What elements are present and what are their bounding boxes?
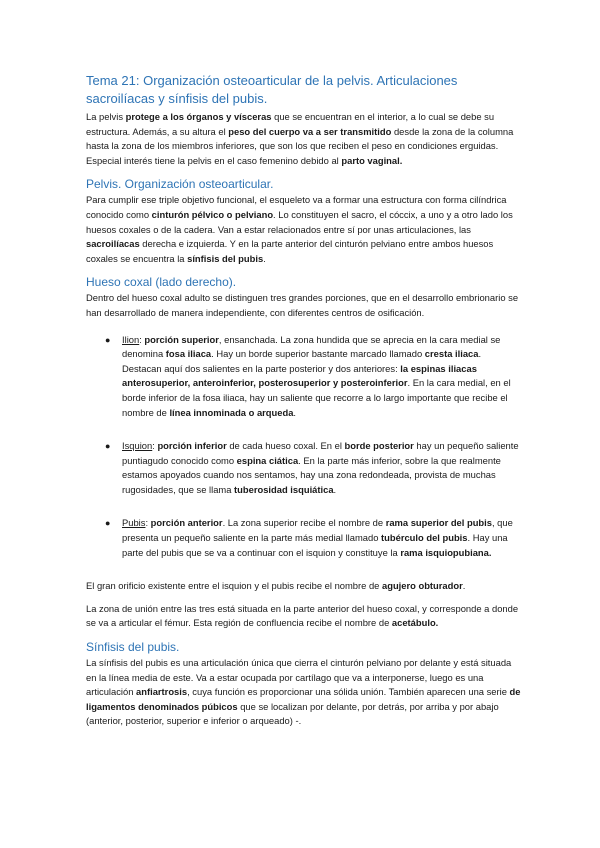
bold-term: línea innominada o arqueda — [169, 406, 294, 418]
hueso-coxal-paragraph: Dentro del hueso coxal adulto se distinguen tres grandes porciones, que en el desarrollo embrionario se han desarrollado de manera independiente, con diferentes centros de osificación. — [86, 292, 519, 318]
bold-term: rama isquiopubiana. — [400, 546, 492, 558]
bullet-icon: ● — [105, 518, 111, 529]
text-run: Para cumplir ese triple objetivo funcional, el esqueleto va a formar una estructura con forma cilíndrica conocido como — [86, 194, 507, 220]
text-run: de cada hueso coxal. En el — [226, 440, 345, 452]
bold-term: cresta iliaca — [424, 348, 479, 360]
bold-term: agujero obturador — [382, 580, 463, 592]
list-item-text — [122, 334, 511, 418]
agujero-obturador-paragraph — [86, 579, 522, 594]
pelvis-paragraph — [86, 193, 522, 266]
bold-term: de ligamentos denominados púbicos — [86, 686, 521, 712]
text-run: . — [263, 252, 266, 264]
text-run: El gran orificio existente entre el isquion y el pubis recibe el nombre de — [86, 580, 382, 592]
list-item-isquion — [105, 439, 522, 497]
text-run: La sínfisis del pubis es una articulación única que cierra el cinturón pelviano por delante y está situada en la línea media de este. Va a estar ocupada por cartílago que va a interponerse, luego es una articulación — [86, 657, 512, 698]
text-run: . Destacan aquí dos salientes en la parte posterior y dos anteriores: — [122, 348, 482, 374]
text-run: . En la parte más inferior, sobre la que realmente estamos apoyados cuando nos sentamos, hay una zona redondeada, provista de muchas rugosidades, que se llama — [122, 454, 501, 495]
bold-term: espina ciática — [236, 454, 299, 466]
text-run: desde la zona de la columna hasta la zona de los miembros inferiores, que son los que reciben el peso en condiciones erguidas. Especial interés tiene la pelvis en el caso femenino debido al — [86, 125, 514, 166]
text-run: La zona de unión entre las tres está situada en la parte anterior del hueso coxal, y corresponde a donde se va a articular el fémur. Esta región de confluencia recibe el nombre de — [86, 602, 519, 629]
bold-term: tubérculo del pubis — [381, 532, 468, 544]
text-run: . — [462, 580, 466, 592]
bold-term: la espinas iliacas anterosuperior, anteroinferior, posterosuperior y posteroinferior — [122, 362, 477, 389]
bullet-icon: ● — [105, 334, 111, 345]
text-run: hay un pequeño saliente puntiagudo conocido como — [122, 440, 519, 466]
bold-term: sínfisis del pubis — [187, 252, 264, 264]
list-item-text — [122, 440, 519, 495]
sinfisis-paragraph — [86, 656, 522, 729]
intro-paragraph — [86, 110, 522, 168]
bold-term: porción anterior — [150, 517, 223, 529]
bold-term: cinturón pélvico o pelviano — [151, 208, 274, 220]
document-title: Tema 21: Organización osteoarticular de la pelvis. Articulaciones sacroilíacas y sínfisis del pubis. — [86, 73, 458, 106]
underlined-term: Isquion — [122, 440, 153, 452]
section-heading-sinfisis: Sínfisis del pubis. — [86, 640, 180, 655]
text-run: . Hay una parte del pubis que se va a continuar con el isquion y constituye la — [122, 532, 508, 558]
bold-term: sacroilíacas — [86, 238, 140, 250]
bold-term: fosa iliaca — [165, 348, 212, 360]
list-item-pubis — [105, 516, 522, 560]
bold-term: borde posterior — [344, 440, 414, 452]
text-run: , cuya función es proporcionar una sólida unión. También aparecen una serie — [187, 686, 510, 698]
list-item-text — [122, 517, 513, 557]
underlined-term: Ilion — [122, 333, 140, 345]
bold-term: porción inferior — [157, 440, 227, 452]
text-run: derecha e izquierda. Y en la parte anterior del cinturón pelviano entre ambos huesos coxales se encuentra la — [86, 238, 494, 264]
underlined-term: Pubis — [122, 517, 146, 529]
bold-term: acetábulo. — [391, 617, 439, 629]
bold-term: porción superior — [144, 333, 219, 345]
text-run: : — [145, 517, 151, 529]
text-run: que se localizan por delante, por detrás, por arriba y por abajo (anterior, posterior, superior e inferior o arqueado) -. — [86, 700, 499, 727]
text-run: que se encuentran en el interior, a lo cual se debe su estructura. Además, a su altura el — [86, 111, 495, 137]
text-run: , que presenta un pequeño saliente en la parte más medial llamado — [122, 517, 513, 544]
text-run: . Hay un borde superior bastante marcado llamado — [211, 348, 425, 360]
bold-term: anfiartrosis — [136, 686, 188, 698]
text-run: : — [152, 440, 158, 452]
bold-term: peso del cuerpo va a ser transmitido — [228, 125, 392, 137]
bold-term: protege a los órganos y vísceras — [125, 111, 272, 122]
document-page — [86, 72, 522, 737]
acetabulo-paragraph — [86, 602, 522, 631]
text-run: La pelvis — [86, 111, 126, 122]
section-heading-hueso-coxal: Hueso coxal (lado derecho). — [86, 275, 237, 290]
text-run: . Lo constituyen el sacro, el cóccix, a uno y a otro lado los huesos coxales o de la cadera. Van a estar relacionados entre sí por unas articulaciones, las — [86, 208, 513, 235]
list-item-ilion — [105, 333, 522, 421]
text-run: : — [139, 333, 145, 345]
text-run: . — [293, 406, 297, 418]
bold-term: parto vaginal. — [341, 154, 403, 166]
bullet-icon: ● — [105, 441, 111, 452]
text-run: . — [333, 483, 337, 495]
coxal-portions-list — [86, 333, 522, 561]
text-run: , ensanchada. La zona hundida que se aprecia en la cara medial se denomina — [122, 333, 501, 360]
text-run: . La zona superior recibe el nombre de — [222, 517, 386, 529]
text-run: . En la cara medial, en el borde inferior de la fosa iliaca, hay un saliente que recorre a lo largo importante que recibe el nombre de — [122, 377, 511, 418]
bold-term: tuberosidad isquiática — [234, 483, 334, 495]
bold-term: rama superior del pubis — [385, 517, 492, 529]
section-heading-pelvis: Pelvis. Organización osteoarticular. — [86, 177, 274, 192]
